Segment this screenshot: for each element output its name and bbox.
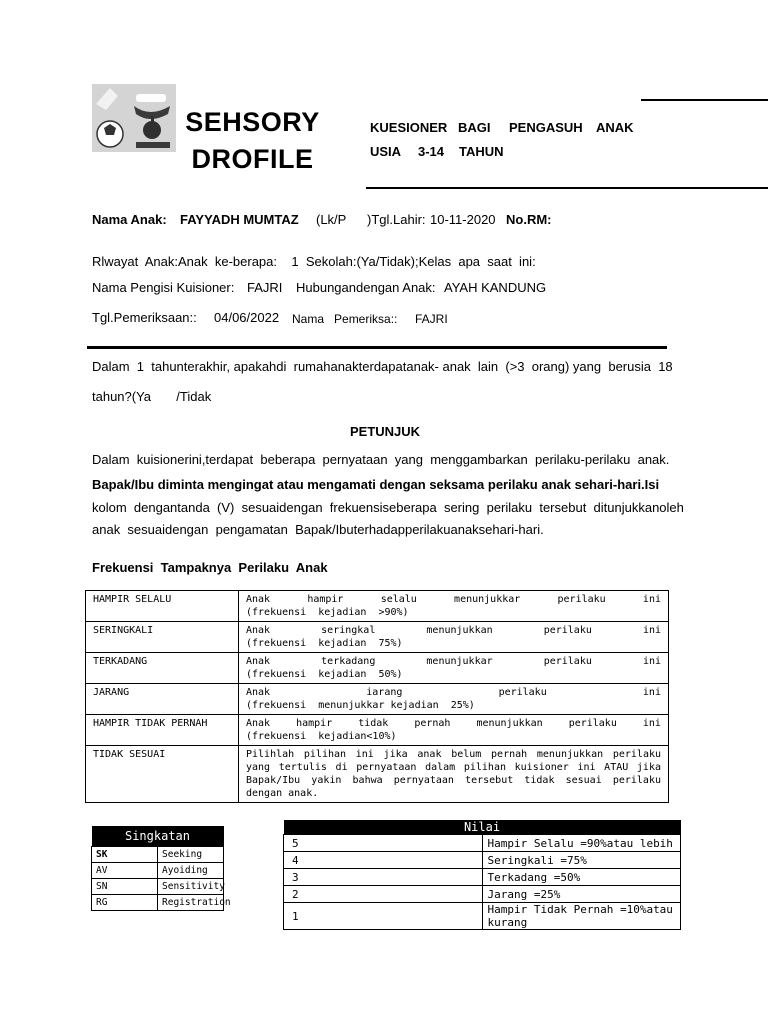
description-frequency: (frekuensi kejadian 75%) <box>246 638 403 649</box>
score-table <box>283 820 681 930</box>
description-word: iarang <box>366 687 403 698</box>
score-label: Hampir Selalu =90%atau lebih <box>482 835 681 852</box>
frequency-description <box>239 746 669 803</box>
description-text: Pilihlah pilihan ini jika anak belum pernah menunjukkan perilaku yang tertulis di pernyataan dalam pilihan kuisioner ini ATAU jika Bapak/Ibu yakin bahwa pernyataan tersebut tidak sesuai perilaku dengan anak. <box>246 749 661 799</box>
frequency-row <box>86 591 669 622</box>
description-word: terkadang <box>321 656 376 667</box>
abbreviation-code: AV <box>92 863 158 879</box>
score-label: Seringkali =75% <box>482 852 681 869</box>
tgl-lahir-label: )Tgl.Lahir: <box>367 212 426 227</box>
description-word: perilaku <box>498 687 547 698</box>
abbreviation-code: RG <box>92 895 158 911</box>
abbreviation-row <box>92 863 224 879</box>
frequency-row <box>86 653 669 684</box>
score-row <box>284 886 681 903</box>
questionnaire-heading <box>370 116 634 164</box>
description-frequency: (frekuensi kejadian 50%) <box>246 669 403 680</box>
logo-image <box>92 84 176 152</box>
abbreviation-code: SK <box>92 847 158 863</box>
tgl-periksa-value: 04/06/2022 <box>214 310 280 325</box>
description-word: ini <box>642 625 661 636</box>
heading-word: 3-14 <box>418 144 445 159</box>
frequency-description <box>239 715 669 746</box>
description-word: Anak <box>246 687 271 698</box>
description-frequency: (frekuensi menunjukkar kejadian 25%) <box>246 700 475 711</box>
heading-word: USIA <box>370 144 402 159</box>
description-word: hampir <box>296 718 333 729</box>
heading-word: ANAK <box>596 120 634 135</box>
frequency-description <box>239 591 669 622</box>
abbreviation-code: SN <box>92 879 158 895</box>
header-bottom-rule <box>366 187 768 189</box>
description-word: Anak <box>246 656 271 667</box>
description-word: pernah <box>414 718 451 729</box>
score-number: 1 <box>284 903 483 930</box>
score-number: 2 <box>284 886 483 903</box>
logo-icons <box>92 84 176 152</box>
petunjuk-paragraph-2: Bapak/Ibu diminta mengingat atau mengamati dengan seksama perilaku anak sehari-hari.Isi <box>92 477 660 492</box>
description-word: tidak <box>358 718 389 729</box>
description-word: hampir <box>307 594 344 605</box>
abbreviation-label: Registration <box>158 895 224 911</box>
abbreviation-row <box>92 879 224 895</box>
logo-title-line1: SEHSORY <box>185 107 320 137</box>
description-word: seringkal <box>321 625 376 636</box>
description-word: ini <box>642 718 661 729</box>
description-word: menunjukkar <box>426 656 493 667</box>
frequency-row <box>86 746 669 803</box>
score-row <box>284 903 681 930</box>
petunjuk-paragraph-3: kolom dengantanda (V) sesuaidengan frekuensiseberapa sering perilaku tersebut ditunjukkanoleh <box>92 500 684 515</box>
tgl-periksa-label: Tgl.Pemeriksaan:: <box>92 310 197 325</box>
pemeriksa-value: FAJRI <box>415 312 448 326</box>
score-row <box>284 852 681 869</box>
score-label: Jarang =25% <box>482 886 681 903</box>
score-title: Nilai <box>284 820 681 835</box>
pengisi-value: FAJRI <box>247 280 283 295</box>
pemeriksa-label: Nama Pemeriksa:: <box>292 312 398 326</box>
description-word: menunjukkar <box>454 594 521 605</box>
riwayat-line: Rlwayat Anak:Anak ke-berapa: 1 Sekolah:(Ya/Tidak);Kelas apa saat ini: <box>92 254 536 269</box>
petunjuk-title: PETUNJUK <box>350 424 421 439</box>
nama-anak-value: FAYYADH MUMTAZ <box>180 212 299 227</box>
hubungan-value: AYAH KANDUNG <box>444 280 547 295</box>
frequency-key: HAMPIR SELALU <box>86 591 239 622</box>
description-word: perilaku <box>557 594 606 605</box>
frequency-key: SERINGKALI <box>86 622 239 653</box>
frequency-row <box>86 622 669 653</box>
abbreviation-row <box>92 895 224 911</box>
abbreviation-title: Singkatan <box>92 826 224 847</box>
description-frequency: (frekuensi kejadian >90%) <box>246 607 409 618</box>
hubungan-label: Hubungandengan Anak: <box>296 280 436 295</box>
description-word: ini <box>642 594 661 605</box>
description-word: selalu <box>380 594 417 605</box>
description-word: perilaku <box>543 656 592 667</box>
frequency-description <box>239 622 669 653</box>
abbreviation-label: Sensitivity <box>158 879 224 895</box>
description-word: ini <box>642 656 661 667</box>
norm-label: No.RM: <box>506 212 552 227</box>
description-word: menunjukkan <box>476 718 543 729</box>
pengisi-label: Nama Pengisi Kuisioner: <box>92 280 235 295</box>
frequency-row <box>86 684 669 715</box>
abbreviation-label: Ayoiding <box>158 863 224 879</box>
petunjuk-paragraph-1: Dalam kuisionerini,terdapat beberapa pernyataan yang menggambarkan perilaku-perilaku anak. <box>92 452 670 467</box>
header-top-rule <box>641 99 768 101</box>
frequency-title: Frekuensi Tampaknya Perilaku Anak <box>92 560 328 575</box>
description-word: Anak <box>246 594 271 605</box>
frequency-description <box>239 684 669 715</box>
score-row <box>284 869 681 886</box>
heading-word: KUESIONER <box>370 120 448 135</box>
frequency-row <box>86 715 669 746</box>
section-rule <box>87 346 667 349</box>
abbreviation-table <box>91 826 231 911</box>
score-number: 4 <box>284 852 483 869</box>
score-number: 5 <box>284 835 483 852</box>
petunjuk-paragraph-4: anak sesuaidengan pengamatan Bapak/Ibuterhadapperilakuanaksehari-hari. <box>92 522 544 537</box>
score-label: Hampir Tidak Pernah =10%atau kurang <box>482 903 681 930</box>
logo-title <box>180 104 325 178</box>
frequency-description <box>239 653 669 684</box>
description-frequency: (frekuensi kejadian<10%) <box>246 731 397 742</box>
logo-title-line2: DROFILE <box>191 144 314 174</box>
description-word: menunjukkan <box>426 625 493 636</box>
description-word: ini <box>642 687 661 698</box>
score-row <box>284 835 681 852</box>
question-line2: tahun?(Ya /Tidak <box>92 389 212 404</box>
question-line1: Dalam 1 tahunterakhir, apakahdi rumahanakterdapatanak- anak lain (>3 orang) yang berusia 18 <box>92 359 673 374</box>
description-word: perilaku <box>543 625 592 636</box>
description-word: Anak <box>246 718 271 729</box>
heading-word: PENGASUH <box>509 120 583 135</box>
frequency-key: TIDAK SESUAI <box>86 746 239 803</box>
nama-anak-label: Nama Anak: <box>92 212 167 227</box>
frequency-key: HAMPIR TIDAK PERNAH <box>86 715 239 746</box>
abbreviation-row <box>92 847 224 863</box>
description-word: perilaku <box>568 718 617 729</box>
gender-field: (Lk/P <box>316 212 347 227</box>
frequency-key: TERKADANG <box>86 653 239 684</box>
heading-word: BAGI <box>458 120 491 135</box>
frequency-table <box>85 590 669 803</box>
score-label: Terkadang =50% <box>482 869 681 886</box>
heading-word: TAHUN <box>459 144 504 159</box>
tgl-lahir-value: 10-11-2020 <box>430 212 496 227</box>
abbreviation-label: Seeking <box>158 847 224 863</box>
description-word: Anak <box>246 625 271 636</box>
score-number: 3 <box>284 869 483 886</box>
frequency-key: JARANG <box>86 684 239 715</box>
